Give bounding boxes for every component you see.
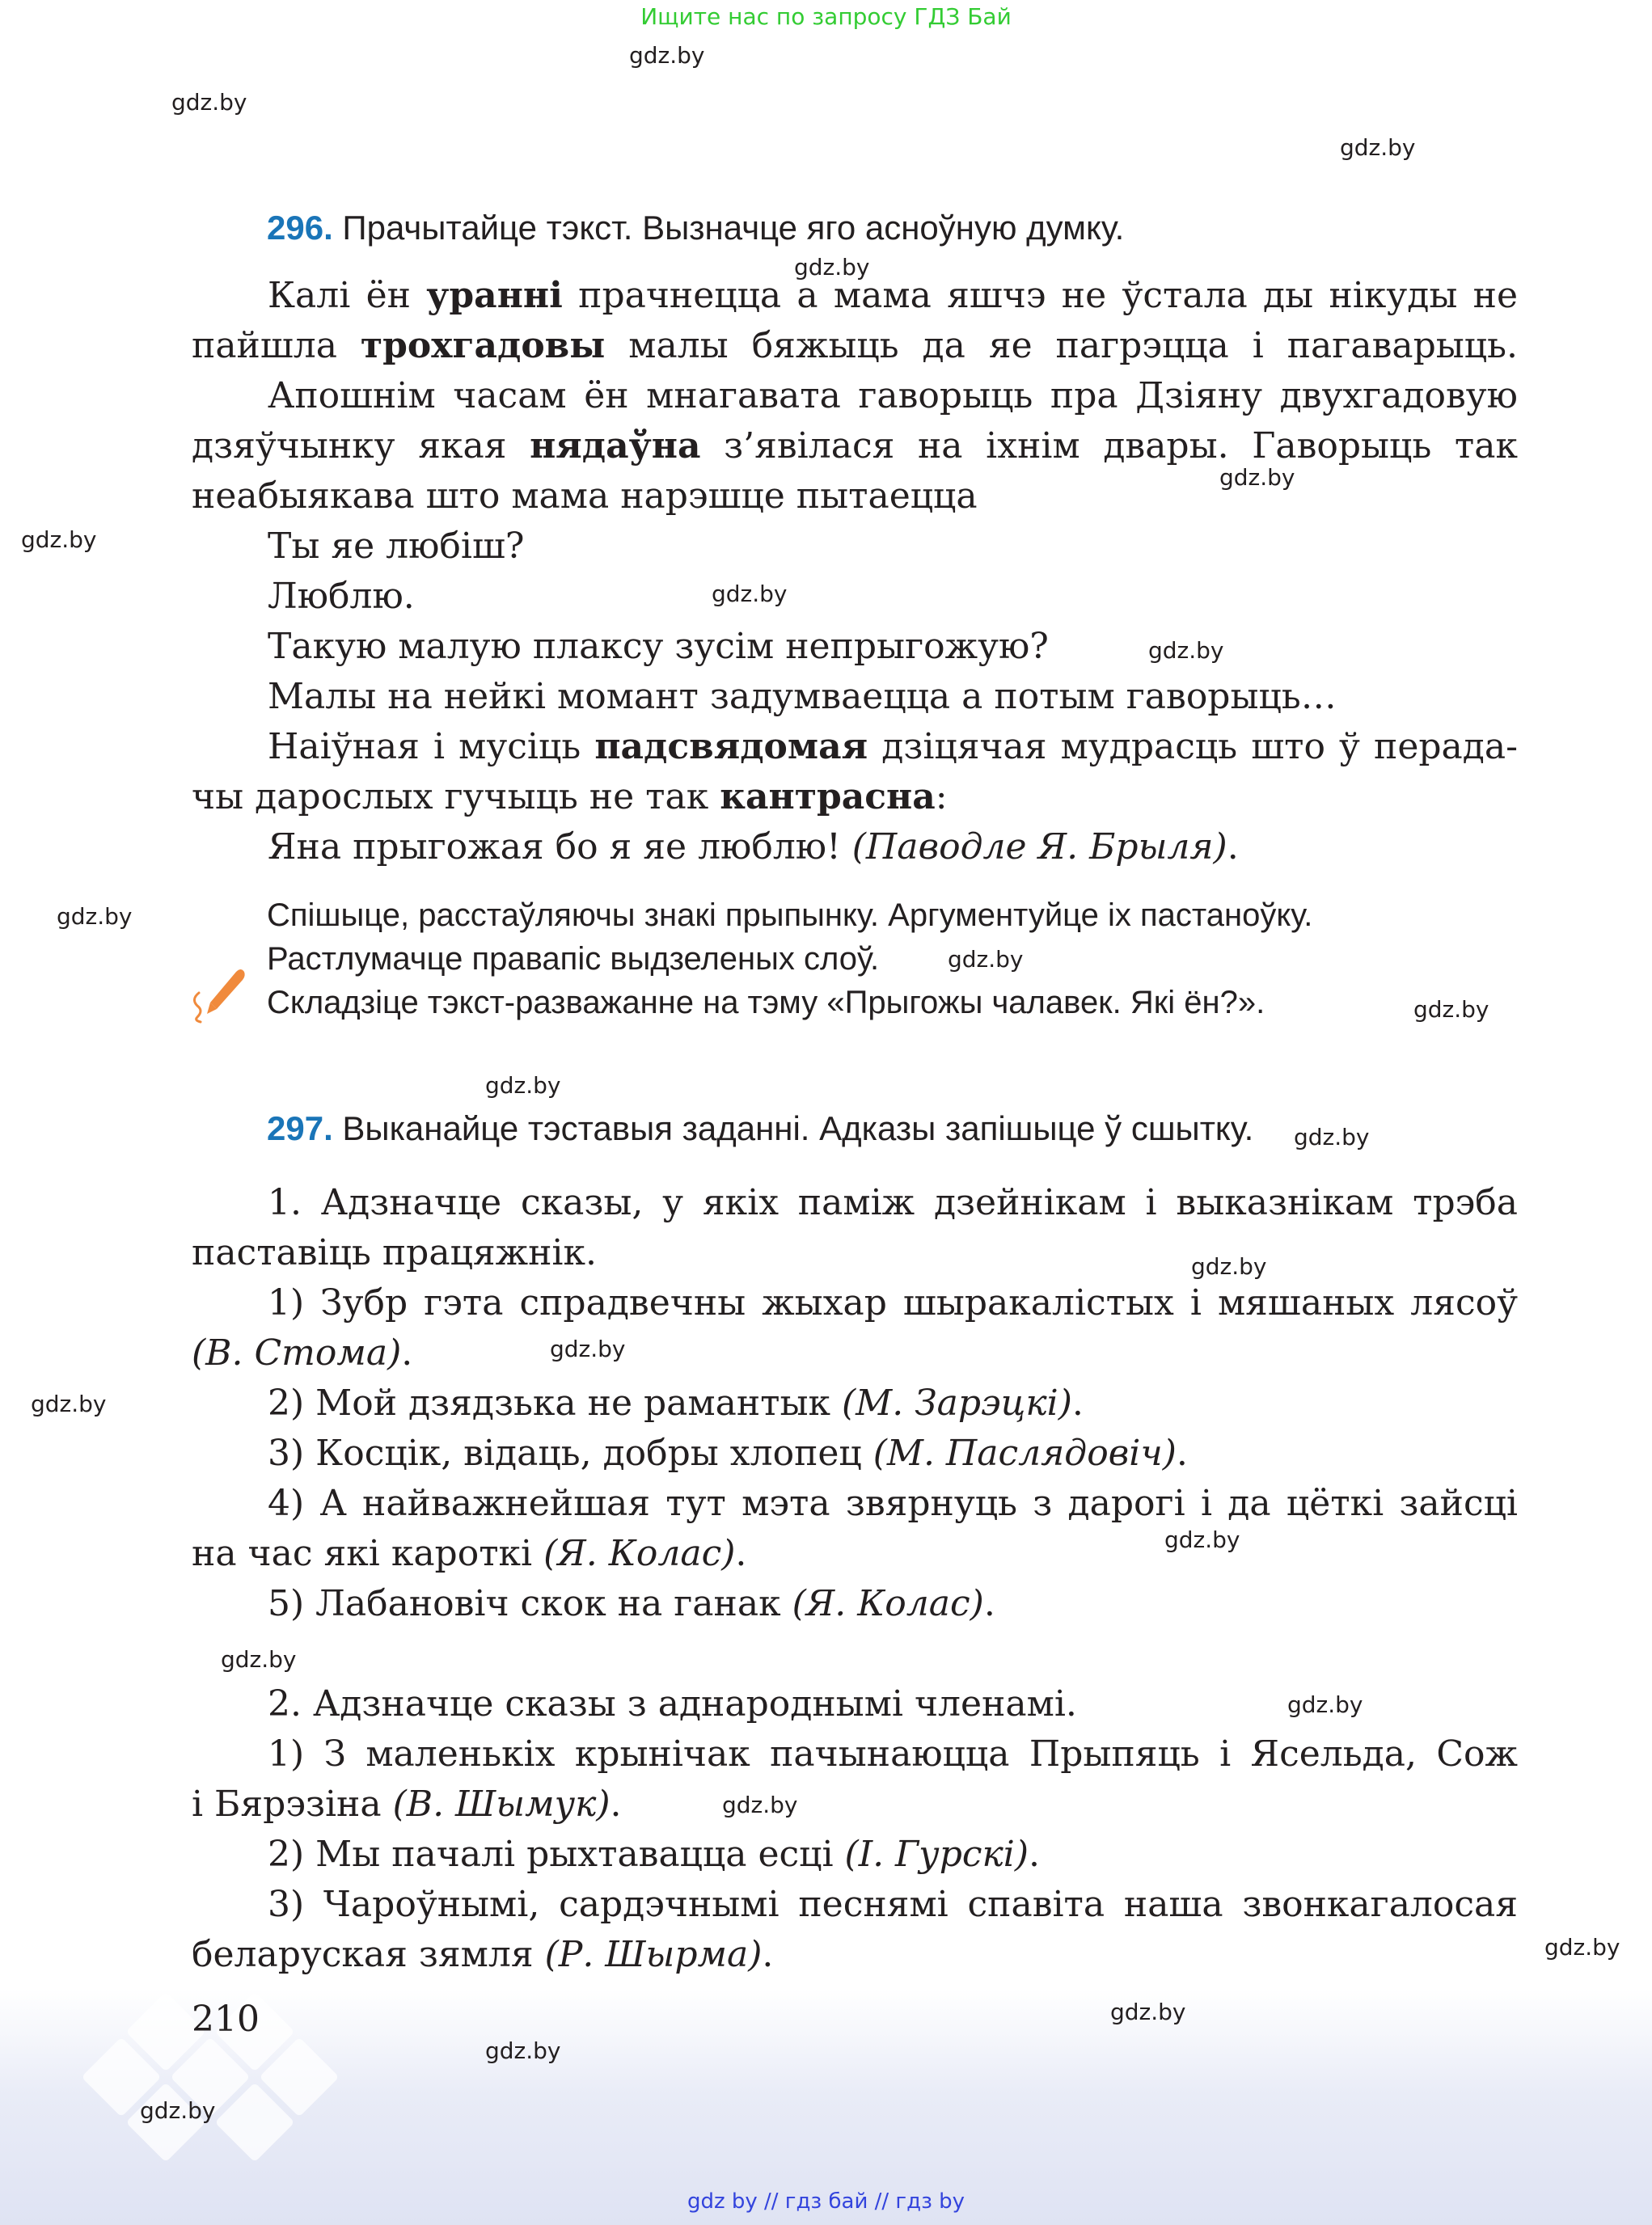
watermark: gdz.by (57, 903, 133, 930)
source-citation: (М. Паслядовіч) (872, 1433, 1177, 1474)
text-fragment: . (762, 1934, 774, 1975)
question-text: паставіць працяжнік. (192, 1232, 597, 1273)
assignment-3: Складзіце тэкст-разважанне на тэму «Прыгожы чалавек. Які ён?». (267, 985, 1265, 1020)
text-line (192, 425, 1518, 467)
text-fragment: неабыякава што мама нарэшце пытаецца (192, 475, 978, 517)
source-citation: (Я. Колас) (543, 1533, 736, 1574)
watermark: gdz.by (1148, 637, 1224, 664)
watermark: gdz.by (1191, 1253, 1267, 1280)
watermark: gdz.by (171, 89, 247, 116)
text-line (192, 1834, 1518, 1875)
watermark: gdz.by (140, 2097, 216, 2124)
watermark: gdz.by (722, 1792, 798, 1818)
text-line (192, 776, 1518, 817)
text-fragment: : (935, 776, 948, 817)
text-line (192, 1433, 1518, 1474)
text-fragment: Люблю. (268, 576, 415, 617)
text-fragment: дзяўчынку якая (192, 425, 530, 467)
answer-option: 3) Косцік, відаць, добры хлопец (268, 1433, 873, 1474)
task-297-heading (267, 1109, 1253, 1148)
watermark: gdz.by (1413, 996, 1489, 1023)
watermark: gdz.by (1544, 1934, 1620, 1961)
text-line (192, 1383, 1518, 1424)
text-line (192, 1583, 1518, 1624)
task-instruction: Прачытайце тэкст. Вызначце яго асноўную думку. (342, 209, 1125, 247)
page-number: 210 (192, 1999, 260, 2040)
text-line (192, 1232, 1518, 1273)
answer-option: 1) Зубр гэта спрадвечны жыхар шыракалістых і мяшаных лясоў (268, 1282, 1518, 1324)
assignment-1: Спішыце, расстаўляючы знакі прыпынку. Аргументуйце іх пастаноўку. (267, 897, 1313, 933)
text-fragment: . (1227, 826, 1239, 868)
watermark: gdz.by (1219, 464, 1295, 491)
text-fragment: Апошнім часам ён мнагавата гаворыць пра Дзіяну двухгадовую (268, 375, 1518, 416)
highlighted-word: кантрасна (720, 776, 936, 817)
text-line (192, 626, 1518, 667)
text-fragment: . (983, 1583, 995, 1624)
answer-option: 2) Мой дзядзька не рамантык (268, 1383, 842, 1424)
text-fragment: пайшла (192, 325, 361, 366)
text-fragment: . (1176, 1433, 1188, 1474)
task-instruction: Выканайце тэставыя заданні. Адказы запішыце ў сшытку. (342, 1109, 1254, 1147)
watermark: gdz.by (1287, 1691, 1363, 1718)
watermark: gdz.by (485, 1072, 561, 1099)
text-fragment: і Бярэзіна (192, 1784, 393, 1825)
source-citation: (В. Стома) (192, 1332, 402, 1374)
highlighted-word: нядаўна (530, 425, 701, 467)
answer-option: 4) А найважнейшая тут мэта звярнуць з дарогі і да цёткі зайсці (268, 1483, 1518, 1524)
text-line (192, 1332, 1518, 1374)
text-line (192, 1884, 1518, 1925)
answer-option: 1) З маленькіх крынічак пачынаюцца Прыпяць і Ясельда, Сож (268, 1733, 1518, 1775)
assignment-2: Растлумачце правапіс выдзеленых слоў. (267, 941, 880, 977)
text-fragment: чы дарослых гучыць не так (192, 776, 720, 817)
text-fragment: на час які кароткі (192, 1533, 544, 1574)
text-fragment: . (1029, 1834, 1041, 1875)
text-fragment: Такую малую плаксу зусім непрыгожую? (268, 626, 1049, 667)
answer-option: 5) Лабановіч скок на ганак (268, 1583, 792, 1624)
task-number: 297. (267, 1109, 333, 1147)
text-line (192, 526, 1518, 567)
bottom-banner[interactable]: gdz by // гдз бай // гдз by (687, 2189, 965, 2214)
text-fragment: . (1071, 1383, 1084, 1424)
watermark: gdz.by (31, 1391, 107, 1417)
source-citation: (В. Шымук) (392, 1784, 611, 1825)
text-fragment: малы бяжыць да яе пагрэцца і пагаварыць. (605, 325, 1518, 366)
answer-option: 2) Мы пачалі рыхтавацца есці (268, 1834, 845, 1875)
watermark: gdz.by (1110, 1999, 1186, 2025)
source-citation: (Я. Колас) (792, 1583, 984, 1624)
text-line (192, 1483, 1518, 1524)
text-fragment: Калі ён (268, 275, 427, 316)
text-line (192, 325, 1518, 366)
text-line (192, 676, 1518, 717)
text-fragment: дзіцячая мудрасць што ў перада- (868, 726, 1518, 767)
text-fragment: . (401, 1332, 413, 1374)
top-banner[interactable]: Ищите нас по запросу ГДЗ Бай (640, 3, 1012, 30)
highlighted-word: трохгадовы (360, 325, 606, 366)
text-line (192, 275, 1518, 316)
text-fragment: Ты яе любіш? (268, 526, 525, 567)
text-line (192, 375, 1518, 416)
watermark: gdz.by (1294, 1124, 1370, 1150)
text-line (192, 576, 1518, 617)
text-fragment: з’явілася на іхнім двары. Гаворыць так (700, 425, 1519, 467)
task-number: 296. (267, 209, 333, 247)
watermark: gdz.by (550, 1336, 626, 1362)
watermark: gdz.by (948, 946, 1024, 973)
text-fragment: . (735, 1533, 747, 1574)
watermark: gdz.by (794, 254, 870, 281)
source-citation: (Паводле Я. Брыля) (851, 826, 1227, 868)
text-line (192, 1784, 1518, 1825)
highlighted-word: уранні (426, 275, 563, 316)
watermark: gdz.by (1164, 1526, 1240, 1553)
text-fragment: . (610, 1784, 622, 1825)
text-fragment: беларуская зямля (192, 1934, 545, 1975)
text-line (192, 1533, 1518, 1574)
watermark: gdz.by (21, 526, 97, 553)
watermark: gdz.by (221, 1646, 297, 1673)
pen-writing-icon (186, 961, 251, 1025)
text-line (192, 826, 1518, 868)
text-line (192, 475, 1518, 517)
question-text: 2. Адзначце сказы з аднароднымі членамі. (268, 1683, 1077, 1725)
text-line (192, 1733, 1518, 1775)
source-citation: (М. Зарэцкі) (842, 1383, 1072, 1424)
text-line (192, 726, 1518, 767)
task-296-heading (267, 209, 1124, 247)
text-fragment: Наіўная і мусіць (268, 726, 595, 767)
text-fragment: прачнецца а мама яшчэ не ўстала ды нікуды не (562, 275, 1518, 316)
text-fragment: Яна прыгожая бо я яе люблю! (268, 826, 852, 868)
question-text: 1. Адзначце сказы, у якіх паміж дзейнікам і выказнікам трэба (268, 1182, 1518, 1223)
text-fragment: Малы на нейкі момант задумваецца а потым гаворыць… (268, 676, 1337, 717)
source-citation: (Р. Шырма) (544, 1934, 763, 1975)
watermark: gdz.by (485, 2037, 561, 2064)
highlighted-word: падсвядомая (594, 726, 868, 767)
text-line (192, 1683, 1518, 1725)
answer-option: 3) Чароўнымі, сардэчнымі песнямі спавіта наша звонкагалосая (268, 1884, 1518, 1925)
watermark: gdz.by (1340, 134, 1416, 161)
watermark: gdz.by (712, 581, 788, 607)
watermark: gdz.by (629, 42, 705, 69)
text-line (192, 1282, 1518, 1324)
source-citation: (І. Гурскі) (844, 1834, 1029, 1875)
text-line (192, 1934, 1518, 1975)
text-line (192, 1182, 1518, 1223)
